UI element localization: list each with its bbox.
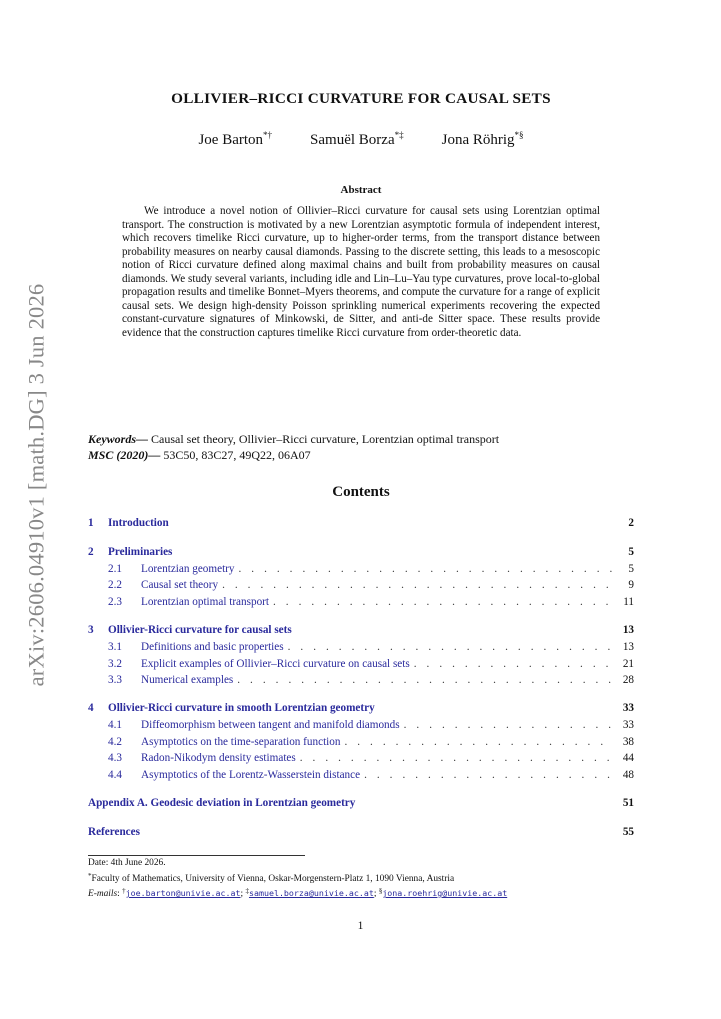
toc-subsection[interactable]: 3.2 Explicit examples of Ollivier–Ricci curvature on causal sets . . . 21 — [88, 658, 634, 674]
paper-title: OLLIVIER–RICCI CURVATURE FOR CAUSAL SETS — [171, 90, 551, 107]
abstract-heading: Abstract — [340, 184, 382, 196]
keywords-line: Keywords— Causal set theory, Ollivier–Ricci curvature, Lorentzian optimal transport — [88, 432, 500, 446]
author: Jona Röhrig*§ — [441, 130, 524, 148]
toc-subsection[interactable]: 2.2 Causal set theory . . . 9 — [88, 579, 634, 595]
footnote-divider — [88, 855, 305, 856]
footnotes — [88, 857, 648, 901]
email-link[interactable]: joe.barton@univie.ac.at — [125, 888, 241, 899]
contents-heading: Contents — [332, 484, 390, 500]
arxiv-identifier-stamp: arXiv:2606.04910v1 [math.DG] 3 Jun 2026 — [23, 283, 49, 687]
msc-line: MSC (2020)— 53C50, 83C27, 49Q22, 06A07 — [88, 448, 311, 462]
toc-section-introduction[interactable]: 1 Introduction 2 — [88, 517, 634, 529]
author: Samuël Borza*‡ — [310, 130, 404, 148]
table-of-contents — [88, 517, 634, 843]
toc-references[interactable]: References 55 — [88, 825, 634, 838]
author-list — [88, 130, 634, 149]
author: Joe Barton*† — [198, 130, 273, 148]
email-note: E-mails: †joe.barton@univie.ac.at; ‡samuel.borza@univie.ac.at; §jona.roehrig@univie.ac.at — [88, 887, 508, 900]
email-link[interactable]: samuel.borza@univie.ac.at — [248, 888, 374, 899]
toc-subsection[interactable]: 2.1 Lorentzian geometry . . . 5 — [88, 563, 634, 579]
date-note: Date: 4th June 2026. — [88, 858, 166, 868]
toc-section-ollivier-ricci-causal-sets[interactable]: 3 Ollivier-Ricci curvature for causal sets 13 — [88, 624, 634, 637]
toc-subsection[interactable]: 4.4 Asymptotics of the Lorentz-Wasserstein distance . . . 48 — [88, 769, 634, 785]
toc-section-preliminaries[interactable]: 2 Preliminaries 5 — [88, 546, 634, 558]
toc-subsection[interactable]: 4.3 Radon-Nikodym density estimates . . . 44 — [88, 752, 634, 768]
toc-section-smooth-lorentzian-geometry[interactable]: 4 Ollivier-Ricci curvature in smooth Lorentzian geometry 33 — [88, 702, 634, 715]
toc-subsection[interactable]: 4.1 Diffeomorphism between tangent and manifold diamonds . . . 33 — [88, 719, 634, 735]
toc-subsection[interactable]: 4.2 Asymptotics on the time-separation function . . . 38 — [88, 736, 634, 752]
toc-subsection[interactable]: 2.3 Lorentzian optimal transport . . . 11 — [88, 596, 634, 612]
toc-subsection[interactable]: 3.3 Numerical examples . . . 28 — [88, 674, 634, 690]
toc-appendix-a[interactable]: Appendix A. Geodesic deviation in Lorentzian geometry 51 — [88, 796, 634, 809]
abstract-text: We introduce a novel notion of Ollivier–Ricci curvature for causal sets using Lorentzian optimal transport. The construction is motivated by a new Lorentzian asymptotic formula of independent interest, which recovers timelike Ricci curvature, up to higher-order terms, from the transport distance between probability measures on nearby causal diamonds. Passing to the discrete setting, this leads to a mesoscopic notion of Ricci curvature defined along maximal chains and built from probability measures on causal diamonds. We study several variants, including idle and Lin–Lu–Yau type curvatures, prove local-to-global propagation results and timelike Bonnet–Myers theorems, and compute the curvature for a range of explicit causal sets. We design high-density Poisson sprinkling numerical experiments recovering the expected constant-curvature signatures of Minkowski, de Sitter, and anti-de Sitter space. These results provide evidence that the construction captures timelike Ricci curvature from order-theoretic data. — [122, 205, 600, 339]
keywords-block — [88, 431, 648, 463]
affiliation-note: *Faculty of Mathematics, University of Vienna, Oskar-Morgenstern-Platz 1, 1090 Vienna, Austria — [88, 871, 455, 884]
toc-subsection[interactable]: 3.1 Definitions and basic properties . . . 13 — [88, 641, 634, 657]
page-number: 1 — [357, 920, 364, 932]
email-link[interactable]: jona.roehrig@univie.ac.at — [382, 888, 508, 899]
